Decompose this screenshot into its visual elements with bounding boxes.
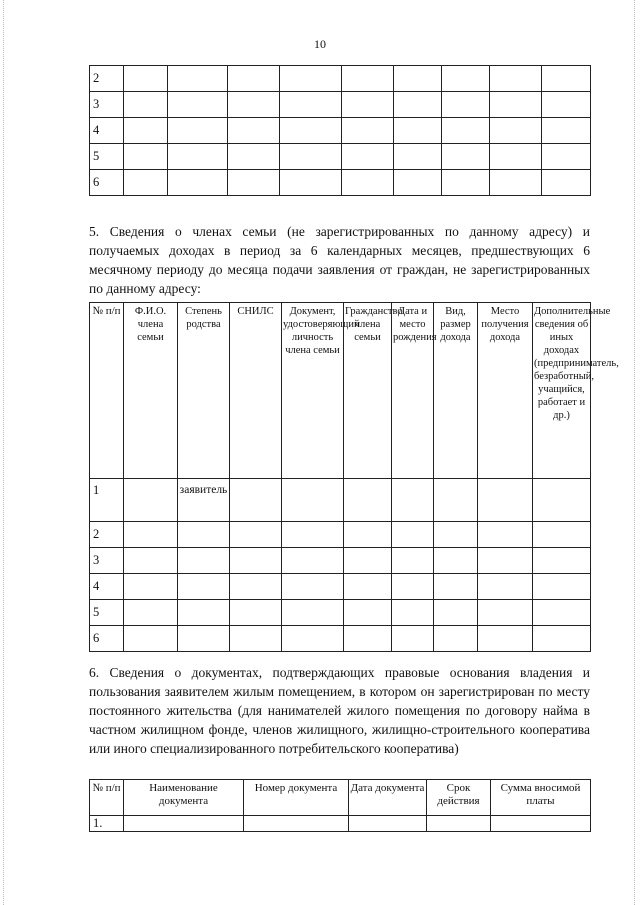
family-members-table [89,302,619,652]
table-row [90,66,591,92]
col-header-payment: Сумма вносимой платы [491,780,591,816]
row-number: 3 [90,92,124,118]
scan-edge-right [634,0,636,905]
table-row [90,600,591,626]
table-header-row [90,303,591,479]
row-number: 4 [90,574,124,600]
row-number: 1 [90,479,124,522]
relation-cell: заявитель [178,479,230,522]
table-row [90,144,591,170]
row-number: 5 [90,144,124,170]
row-number: 6 [90,170,124,196]
col-header-extra-info: Дополнительные сведения об иных доходах (предприниматель, безработный, учащийся, работает и др.) [533,303,591,479]
row-number: 4 [90,118,124,144]
table-header-row [90,780,591,816]
row-number: 2 [90,66,124,92]
col-header-num: № п/п [90,303,124,479]
col-header-income: Вид, размер дохода [434,303,478,479]
section6-heading: 6. Сведения о документах, подтверждающих правовые основания владения и пользования заявителем жилым помещением, в котором он зарегистрирован по месту постоянного жительства (для нанимателей жилого помещения по договору найма в частном жилищном фонде, членов жилищного, жилищно-строительного кооператива или иного специализированного потребительского кооператива) [89,665,590,756]
row-number: 6 [90,626,124,652]
continued-table [89,65,591,196]
col-header-snils: СНИЛС [230,303,282,479]
row-number: 1. [90,816,124,832]
col-header-doc-date: Дата документа [349,780,427,816]
col-header-birth: Дата и место рождения [392,303,434,479]
section5-heading: 5. Сведения о членах семьи (не зарегистрированных по данному адресу) и получаемых доходах в период за 6 календарных месяцев, предшествующих 6 месячному периоду до месяца подачи заявления от граждан, не зарегистрированных по данному адресу: [89,224,590,296]
col-header-validity: Срок действия [427,780,491,816]
scan-edge-left [3,0,5,905]
housing-documents-table [89,779,591,832]
row-number: 3 [90,548,124,574]
table-row [90,170,591,196]
table-row [90,626,591,652]
col-header-name: Ф.И.О. члена семьи [124,303,178,479]
col-header-income-place: Место получения дохода [478,303,533,479]
table-row [90,118,591,144]
row-number: 2 [90,522,124,548]
table-row [90,522,591,548]
continued-table-body [90,66,591,196]
table-row [90,548,591,574]
row-number: 5 [90,600,124,626]
table-row [90,92,591,118]
col-header-doc-name: Наименование документа [124,780,244,816]
table-row [90,816,591,832]
table-row [90,479,591,522]
col-header-citizenship: Гражданство члена семьи [344,303,392,479]
col-header-doc-number: Номер документа [244,780,349,816]
col-header-relation: Степень родства [178,303,230,479]
page-number: 10 [314,37,326,51]
col-header-id-document: Документ, удостоверяющий личность члена семьи [282,303,344,479]
col-header-num: № п/п [90,780,124,816]
table-row [90,574,591,600]
